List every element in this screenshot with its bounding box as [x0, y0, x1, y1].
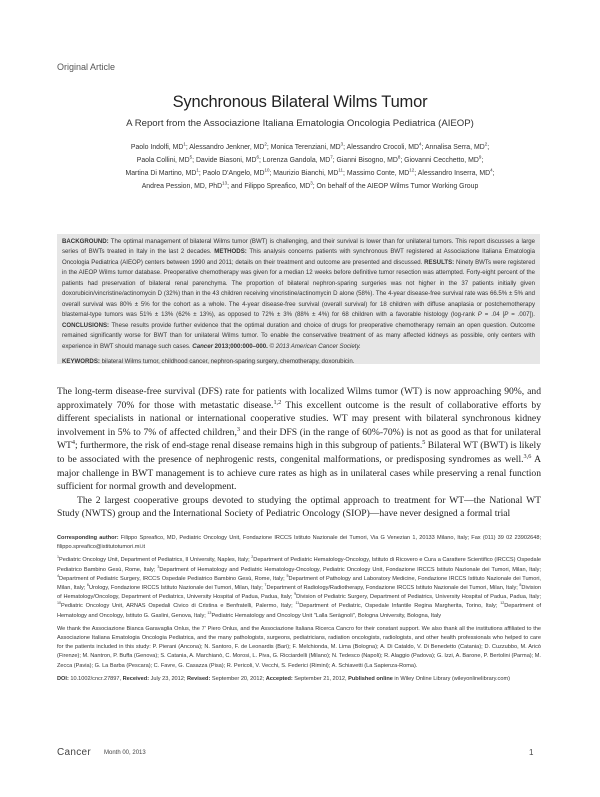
corresponding-author	[57, 534, 541, 552]
reference-superscript: 13	[222, 180, 228, 186]
text-run: ; Lorenza Gandola, MD	[258, 157, 331, 164]
text-run: METHODS:	[214, 248, 247, 256]
reference-superscript: 12	[500, 601, 505, 606]
reference-superscript: 4	[71, 439, 76, 447]
reference-superscript: 2	[484, 141, 488, 147]
text-run: Corresponding author:	[57, 535, 119, 541]
author-line	[70, 180, 550, 193]
reference-superscript: 13	[207, 610, 212, 615]
reference-superscript: 10	[57, 601, 62, 606]
text-run: ; Gianni Bisogno, MD	[332, 157, 398, 164]
text-run: Department of Radiology/Radiotherapy, Fondazione IRCCS Istituto Nazionale dei Tumori, Milan, Italy;	[266, 585, 520, 592]
text-run: ; Davide Biasoni, MD	[192, 157, 257, 164]
text-run: July 23, 2012;	[149, 675, 188, 682]
doi-dates	[57, 675, 541, 684]
reference-superscript: 1	[196, 167, 199, 173]
text-run: Andrea Pession, MD, PhD	[141, 183, 223, 190]
text-run: Accepted:	[265, 675, 293, 682]
reference-superscript: 5	[189, 154, 193, 160]
reference-superscript: 7	[264, 583, 267, 588]
text-run: BACKGROUND:	[62, 238, 109, 245]
text-run: Department of Hematology and Pediatric Hematology-Oncology, Pediatric Oncology Unit, Fondazione IRCCS Istituto Nazionale dei Tumori, Milan, Italy;	[159, 566, 541, 573]
reference-superscript: 4	[419, 141, 422, 147]
text-run: Department of Pathology and Laboratory Medicine, Fondazione IRCCS Istituto Nazionale dei Tumori, Milan, Italy;	[57, 575, 541, 592]
text-run: We thank the Associazione Bianca Garavaglia Onlus, the 7' Piero Onlus, and the Associazione Italiana Ricerca Cancro for their constant support. We also thank all the institutions affiliated to the Associazione Italiana Ematologia Oncologia Pediatrica, and the many pathologists, surgeons, pediatricians, radiation oncologists, radiologists, and other health professionals who helped to care for the patients included in this study: P. Pierani (Ancona); N. Santoro, F. de Leonardis (Bari); F. Melchionda, M. Lima (Bologna); A. Di Cataldo, V. Di Benedetto (Catania); D. Cuzzubbo, M. Aricò (Firenze); M. Nantron, P. Buffa (Genova); S. Catania, A. Marchianò, C. Morosi, L. Piva, G. Ricciardelli (Milano); N. Tedesco (Napoli); R. Alaggio (Padova); G. Izzi, A. Barone, P. Bertolini (Parma); M. Zecca (Pavia); G. La Barba (Pescara); C. Favre, G. Casazza (Pisa); R. Pericoli, V. Vecchi, S. Federici (Rimini); A. Schiavetti (La Sapienza-Roma).	[57, 625, 541, 669]
text-run: Pediatric Oncology Unit, Department of Pediatrics, II University, Naples, Italy;	[59, 557, 252, 564]
body-paragraph	[57, 494, 541, 521]
footer-journal: Cancer	[57, 747, 92, 758]
abstract-text	[62, 237, 535, 352]
text-run: DOI:	[57, 675, 69, 682]
reference-superscript: 3	[310, 180, 313, 186]
reference-superscript: 4	[57, 573, 60, 578]
text-run: September 21, 2012,	[292, 675, 349, 682]
body-paragraph	[57, 385, 541, 494]
text-run: Department of Pediatric, Ospedale Infantile Regina Margherita, Torino, Italy;	[299, 603, 501, 610]
text-run: ; On behalf of the AIEOP Wilms Tumor Working Group	[312, 183, 479, 190]
text-run: 10.1002/cncr.27897,	[68, 675, 123, 682]
reference-superscript: 9	[294, 592, 297, 597]
reference-superscript: 5	[286, 573, 289, 578]
article-subtitle: A Report from the Associazione Italiana Ematologia Oncologia Pediatrica (AIEOP)	[126, 118, 474, 129]
reference-superscript: 3	[340, 141, 344, 147]
text-run: Ninety BWTs were registered in the AIEOP Wilms tumor database. Preoperative chemotherapy was given for a median 12 weeks before definitive tumor resection was attempted. Forty-eight percent of the patients had preservation of bilateral renal parenchyma. The proportion of bilateral nephron-sparing surgeries was not higher in the 37 patients initially given doxorubicin/vincristine/actinomycin D (32%) than in the 43 children receiving vincristine/actinomycin D alone (58%). The 4-year disease-free survival rate was 66.5% ± 5% and overall survival was 80% ± 5% for the cohort as a whole. The 4-year disease-free survival (overall survival) for 18 children with diffuse anaplasia or postchemotherapy blastemal-type tumors was 51% ± 13% (62% ± 13%), as opposed to 72% ± 3% (88% ± 4%) for 68 children with a favorable histology (log-rank	[62, 258, 535, 319]
text-run: Paolo Indolfi, MD	[130, 144, 184, 151]
text-run: Received:	[122, 675, 150, 682]
text-run: This analysis concerns patients with synchronous BWT registered at Associazione Italiana Ematologia Oncologia Pediatrica (AIEOP) centers between 1990 and 2011; details on their treatment and outcome are presented and discussed.	[62, 248, 535, 266]
reference-superscript: 8	[397, 154, 401, 160]
reference-superscript: 11	[295, 601, 300, 606]
text-run: bilateral Wilms tumor, childhood cancer, nephron-sparing surgery, chemotherapy, doxorubicin.	[99, 357, 355, 365]
text-run: ; Alessandro Inserra, MD	[414, 170, 491, 177]
text-run: The long-term disease-free survival (DFS) rate for patients with localized Wilms tumor (WT) is now approaching 90%, and approximately 70% for those with metastatic disease.	[57, 386, 541, 411]
text-run: and their DFS (in the range of 60%-70%) is not as good as that for unilateral WT	[57, 426, 541, 452]
text-run: Division of Pediatric Surgery, Department of Pediatrics, University Hospital of Padua, Padua, Italy;	[296, 594, 541, 601]
text-run: ; Alessandro Jenkner, MD	[185, 144, 265, 151]
text-run: P	[504, 311, 509, 319]
text-run: P	[477, 311, 482, 319]
page-number: 1	[529, 748, 534, 757]
reference-superscript: 12	[409, 167, 415, 173]
reference-superscript: 3,6	[523, 452, 532, 460]
text-run: ;	[481, 157, 484, 164]
author-line	[70, 154, 550, 167]
text-run: ; furthermore, the risk of end-stage renal disease remains high in this subgroup of patients.	[75, 440, 423, 452]
abstract-box	[57, 234, 540, 364]
text-run: ; Alessandro Crocoli, MD	[343, 144, 419, 151]
reference-superscript: 8	[519, 583, 522, 588]
text-run: Paola Collini, MD	[136, 157, 190, 164]
reference-superscript: 4	[490, 167, 493, 173]
text-run: Filippo Spreafico, MD, Pediatric Oncology Unit, Fondazione IRCCS Istituto Nazionale dei Tumori, Via G Venezian 1, 20133 Milano, Italy; Fax (011) 39 02 23902648; filippo.spreafico@istitutotumori.mi.it	[57, 535, 541, 551]
reference-superscript: 1	[183, 141, 186, 147]
text-run: The 2 largest cooperative groups devoted to studying the optimal approach to treatment for WT—the National WT Study (NWTS) group and the International Society of Pediatric Oncology (SIOP)—have never designed a formal trial	[57, 494, 541, 520]
text-run: = .007]).	[508, 311, 535, 319]
footnotes	[57, 534, 541, 688]
text-run: September 20, 2012;	[210, 675, 266, 682]
reference-superscript: 1,2	[273, 398, 282, 406]
reference-superscript: 3	[157, 564, 160, 569]
text-run: 2013 American Cancer Society.	[275, 342, 361, 350]
text-run: Department of Pediatric Surgery, IRCCS Ospedale Pediatrico Bambino Gesù, Rome, Italy;	[59, 575, 287, 582]
author-line	[70, 141, 550, 154]
footer-date: Month 00, 2013	[104, 750, 146, 756]
article-title: Synchronous Bilateral Wilms Tumor	[172, 93, 428, 111]
reference-superscript: 5	[422, 439, 426, 447]
text-run: ©	[267, 342, 276, 350]
text-run: KEYWORDS:	[62, 357, 100, 365]
text-run: Urology, Fondazione IRCCS Istituto Nazionale dei Tumori, Milan, Italy;	[88, 585, 265, 592]
reference-superscript: 2	[251, 555, 254, 560]
text-run: The optimal management of bilateral Wilms tumor (BWT) is challenging, and their survival is lower than for unilateral tumors. This report discusses a large series of BWTs treated in Italy in the last 2 decades.	[62, 238, 535, 256]
author-list	[70, 141, 550, 193]
reference-superscript: 7	[330, 154, 333, 160]
text-run: ; Massimo Conte, MD	[343, 170, 410, 177]
text-run: This excellent outcome is the result of collaborative efforts by different specialists in national or international cooperative studies. WT may present with bilateral synchronous kidney involvement in 5% to 7% of affected children,	[57, 399, 541, 438]
text-run: Pediatric Oncology Unit, ARNAS Ospedali Civico di Cristina e Benfratelli, Palermo, Italy;	[61, 603, 296, 610]
text-run: These results provide further evidence that the optimal duration and choice of drugs for preoperative chemotherapy remain an open question. Outcome remained significantly worse for BWT than for unilateral Wilms tumor. To enable the conservative treatment of as many affected kidneys as possible, only centers with experience in BWT should manage such cases.	[62, 321, 535, 350]
reference-superscript: 11	[338, 167, 344, 173]
text-run: CONCLUSIONS:	[62, 321, 110, 329]
body-text	[57, 385, 541, 521]
reference-superscript: 6	[86, 583, 89, 588]
text-run: Martina Di Martino, MD	[125, 170, 197, 177]
author-line	[70, 167, 550, 180]
affiliations	[57, 556, 541, 620]
text-run: RESULTS:	[424, 258, 455, 266]
keywords	[62, 357, 535, 367]
reference-superscript: 1	[57, 555, 60, 560]
text-run: A major challenge in BWT management is to achieve cure rates as high as in unilateral cases while preserving a renal function sufficient for normal growth and development.	[57, 453, 541, 493]
text-run: = .04 [	[481, 311, 505, 319]
text-run: Bilateral WT (BWT) is likely to be associated with the presence of nephrogenic rests, congenital malformations, or predisposing syndromes as well.	[57, 440, 541, 465]
text-run: ; and Filippo Spreafico, MD	[227, 183, 311, 190]
text-run: Cancer	[192, 342, 213, 350]
text-run: in Wiley Online Library (wileyonlinelibrary.com)	[392, 675, 510, 682]
reference-superscript: 9	[478, 154, 482, 160]
text-run: ; Monica Terenziani, MD	[266, 144, 341, 151]
reference-superscript: 2	[264, 141, 267, 147]
reference-superscript: 10	[264, 167, 270, 173]
text-run: Published online	[348, 675, 393, 682]
text-run: Pediatric Hematology and Oncology Unit "Lalla Seràgnoli", Bologna University, Bologna, Italy	[211, 612, 442, 619]
text-run: ;	[487, 144, 490, 151]
text-run: Department of Pediatric Hematology-Oncology, Istituto di Ricovero e Cura a Carattere Scientifico (IRCCS) Ospedale Pediatrico Bambino Gesù, Rome, Italy;	[57, 557, 541, 573]
text-run: Revised:	[187, 675, 211, 682]
text-run: ;	[492, 170, 495, 177]
article-type: Original Article	[57, 62, 116, 72]
text-run: 2013;000:000–000.	[212, 342, 268, 350]
acknowledgments	[57, 625, 541, 671]
text-run: Division of Hematology/Oncology, Department of Pediatrics, University Hospital of Padua, Padua, Italy;	[57, 585, 542, 601]
text-run: ; Maurizio Bianchi, MD	[269, 170, 339, 177]
reference-superscript: 3	[236, 425, 240, 433]
reference-superscript: 6	[256, 154, 259, 160]
text-run: ; Giovanni Cecchetto, MD	[400, 157, 479, 164]
text-run: ; Annalisa Serra, MD	[421, 144, 485, 151]
text-run: Department of Hematology and Oncology, Istituto G. Gaslini, Genova, Italy;	[57, 603, 541, 619]
text-run: ; Paolo D'Angelo, MD	[198, 170, 265, 177]
